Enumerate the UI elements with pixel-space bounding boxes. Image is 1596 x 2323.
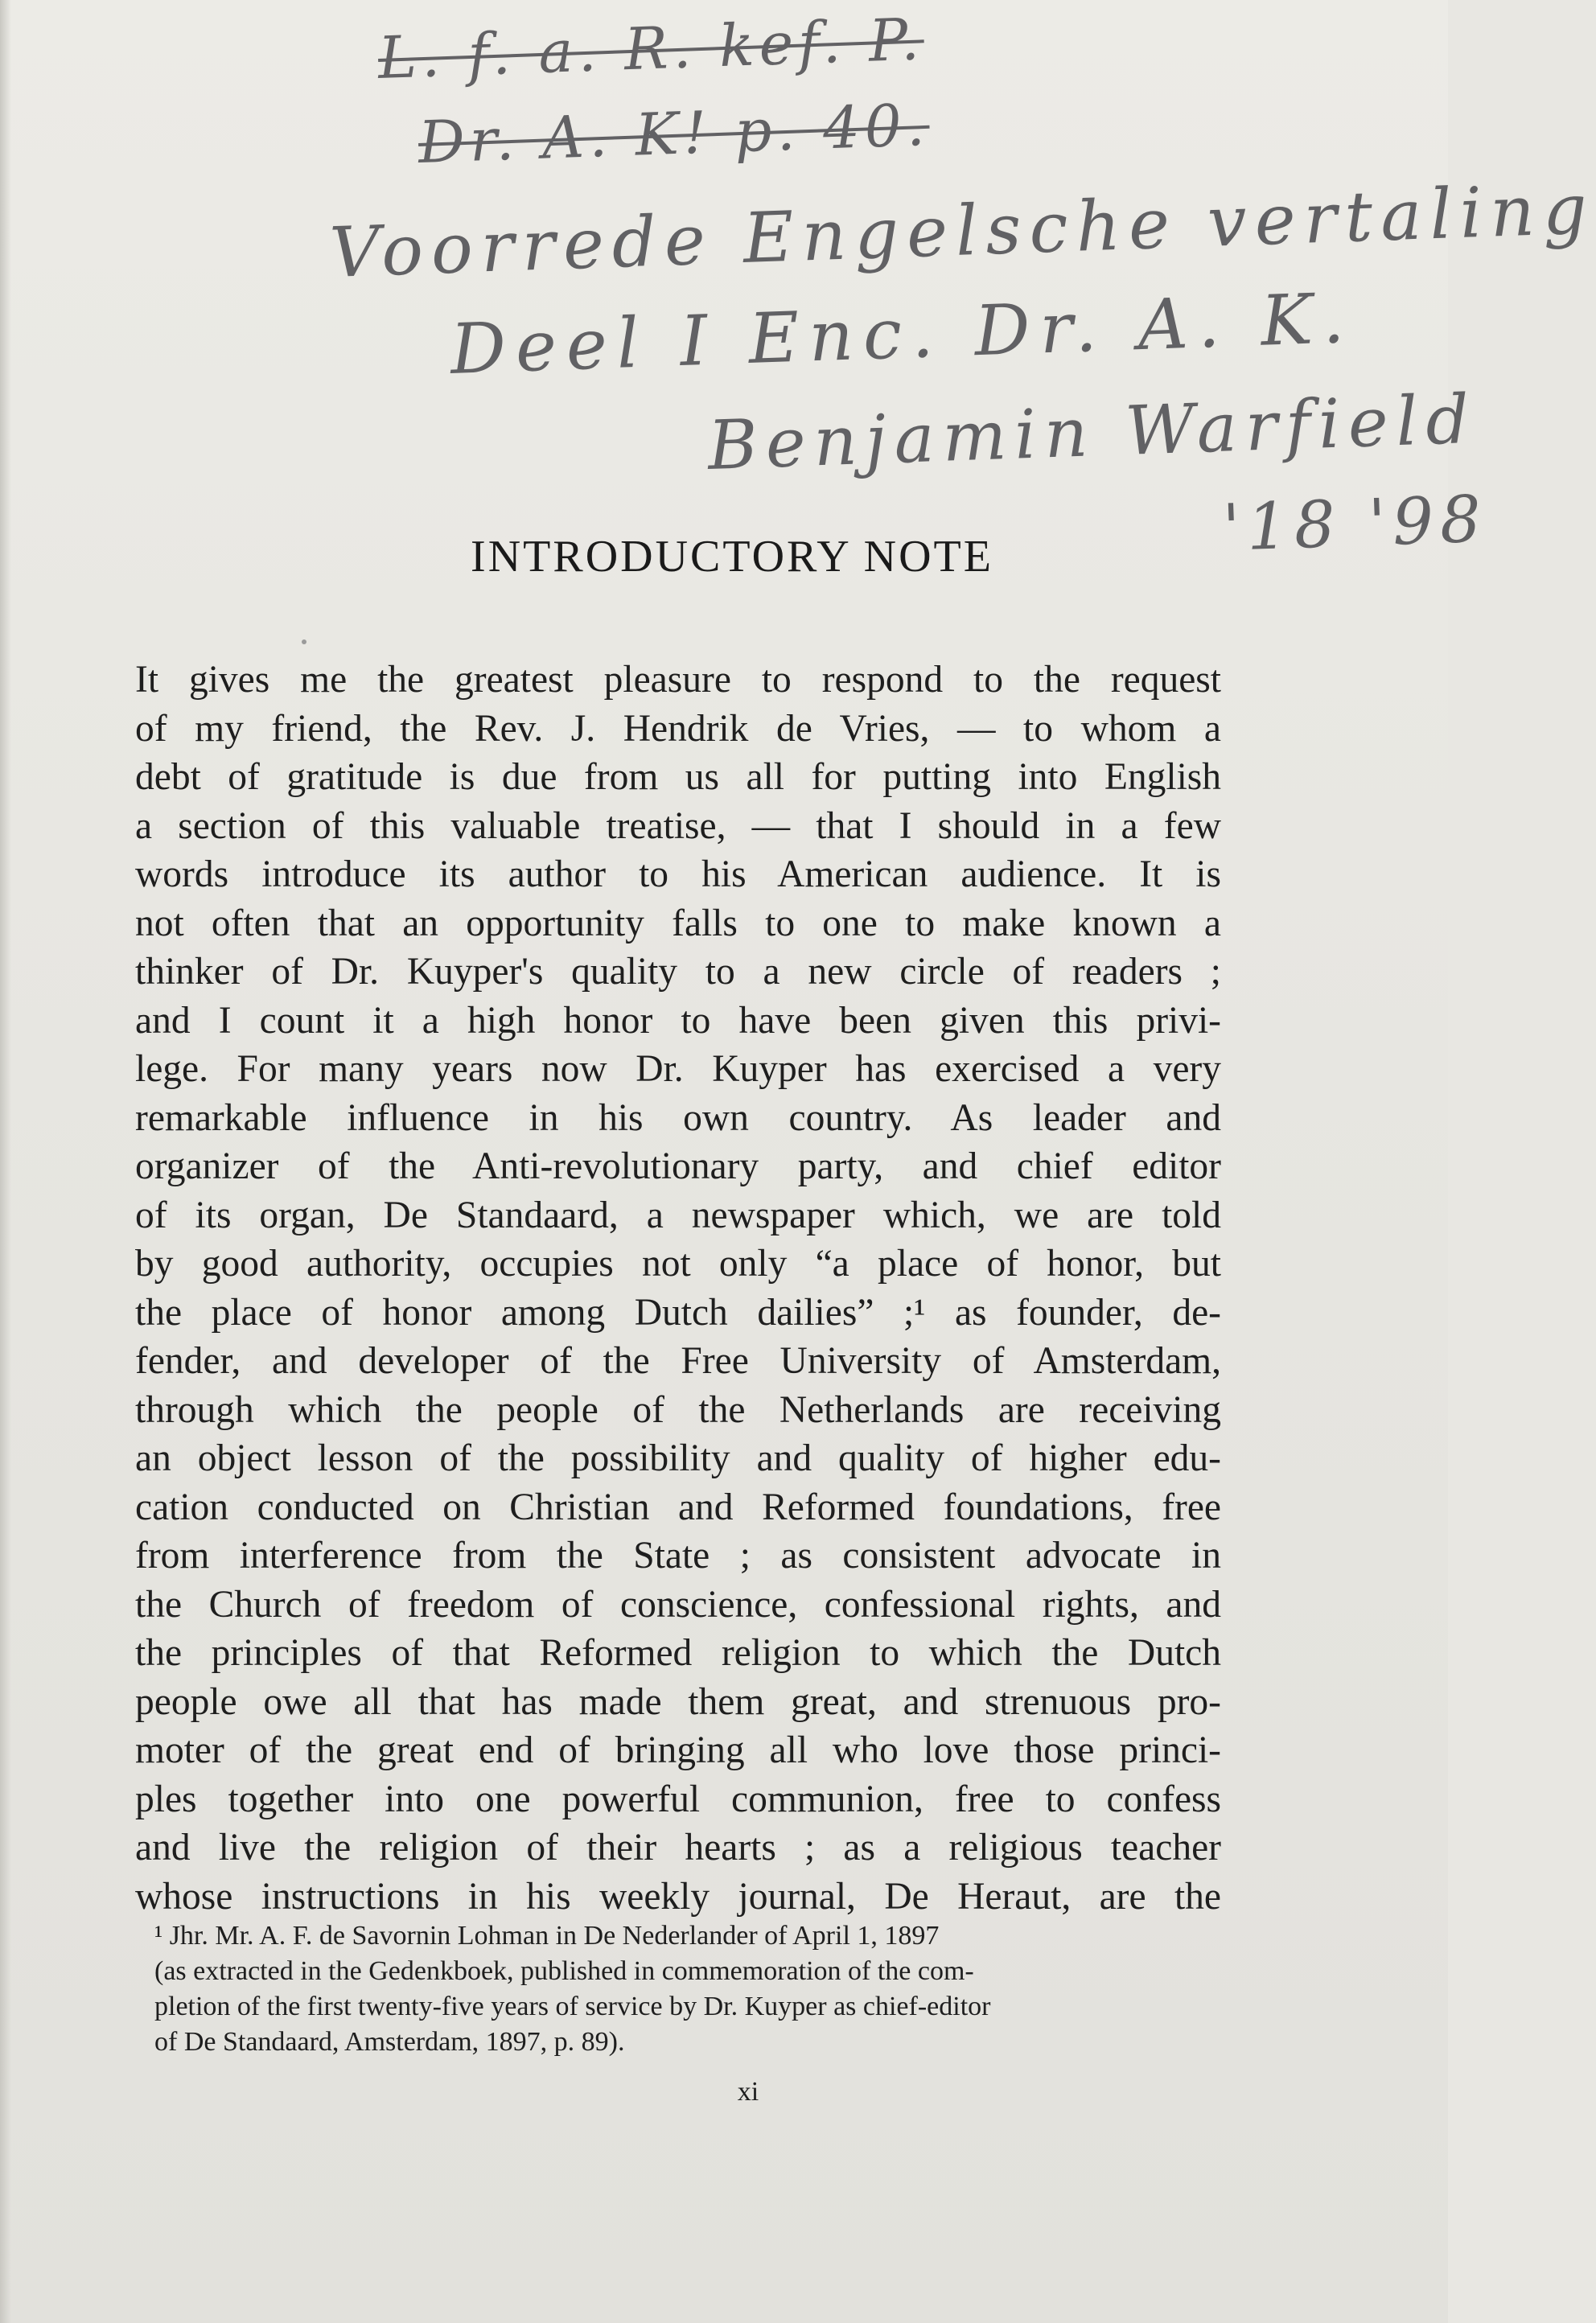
body-line: It gives me the greatest pleasure to respond to the request xyxy=(135,659,1221,701)
body-line: an object lesson of the possibility and quality of higher edu- xyxy=(135,1437,1221,1479)
handwritten-note-4: Deel I Enc. Dr. A. K. xyxy=(449,278,1355,390)
page-title: INTRODUCTORY NOTE xyxy=(471,532,993,582)
body-line: a section of this valuable treatise, — that I should in a few xyxy=(135,804,1221,847)
handwritten-note-2: Dr. A. K! p. 40. xyxy=(417,90,931,176)
page-edge-shadow xyxy=(0,0,11,2323)
body-paragraph xyxy=(135,656,1221,1921)
body-line: lege. For many years now Dr. Kuyper has exercised a very xyxy=(135,1048,1221,1090)
body-line: cation conducted on Christian and Reformed foundations, free xyxy=(135,1486,1221,1528)
body-line: not often that an opportunity falls to one to make known a xyxy=(135,902,1221,944)
ink-dot xyxy=(302,639,306,644)
body-line: of its organ, De Standaard, a newspaper which, we are told xyxy=(135,1194,1221,1236)
footnote-line: ¹ Jhr. Mr. A. F. de Savornin Lohman in De Nederlander of April 1, 1897 xyxy=(154,1921,940,1951)
footnote-line: of De Standaard, Amsterdam, 1897, p. 89). xyxy=(154,2027,625,2057)
body-line: from interference from the State ; as consistent advocate in xyxy=(135,1535,1221,1577)
body-line: of my friend, the Rev. J. Hendrik de Vries, — to whom a xyxy=(135,707,1221,750)
handwritten-note-1: L. f. a. R. kef. P. xyxy=(376,5,926,92)
body-line: whose instructions in his weekly journal, De Heraut, are the xyxy=(135,1875,1221,1918)
body-line: thinker of Dr. Kuyper's quality to a new circle of readers ; xyxy=(135,951,1221,993)
body-line: remarkable influence in his own country. As leader and xyxy=(135,1096,1221,1139)
footnote xyxy=(154,1918,1224,2060)
handwritten-date: '18 '98 xyxy=(1221,481,1489,565)
body-line: and I count it a high honor to have been given this privi- xyxy=(135,999,1221,1042)
body-line: the Church of freedom of conscience, confessional rights, and xyxy=(135,1583,1221,1626)
footnote-line: (as extracted in the Gedenkboek, published in commemoration of the com- xyxy=(154,1956,974,1986)
body-line: moter of the great end of bringing all who love those princi- xyxy=(135,1729,1221,1771)
body-line: words introduce its author to his American audience. It is xyxy=(135,853,1221,895)
body-line: the place of honor among Dutch dailies” ;¹ as founder, de- xyxy=(135,1291,1221,1334)
body-line: organizer of the Anti-revolutionary party, and chief editor xyxy=(135,1145,1221,1187)
body-line: fender, and developer of the Free University of Amsterdam, xyxy=(135,1340,1221,1382)
body-line: debt of gratitude is due from us all for putting into English xyxy=(135,756,1221,798)
body-line: ples together into one powerful communion, free to confess xyxy=(135,1778,1221,1820)
handwritten-signature: Benjamin Warfield xyxy=(706,379,1479,485)
handwritten-note-3: Voorrede Engelsche vertaling xyxy=(328,169,1596,294)
body-line: through which the people of the Netherlands are receiving xyxy=(135,1388,1221,1431)
body-line: the principles of that Reformed religion to which the Dutch xyxy=(135,1632,1221,1674)
body-line: and live the religion of their hearts ; as a religious teacher xyxy=(135,1827,1221,1869)
body-line: people owe all that has made them great, and strenuous pro- xyxy=(135,1680,1221,1723)
page-number: xi xyxy=(737,2077,759,2107)
body-line: by good authority, occupies not only “a place of honor, but xyxy=(135,1243,1221,1285)
footnote-line: pletion of the first twenty-five years of service by Dr. Kuyper as chief-editor xyxy=(154,1992,991,2021)
